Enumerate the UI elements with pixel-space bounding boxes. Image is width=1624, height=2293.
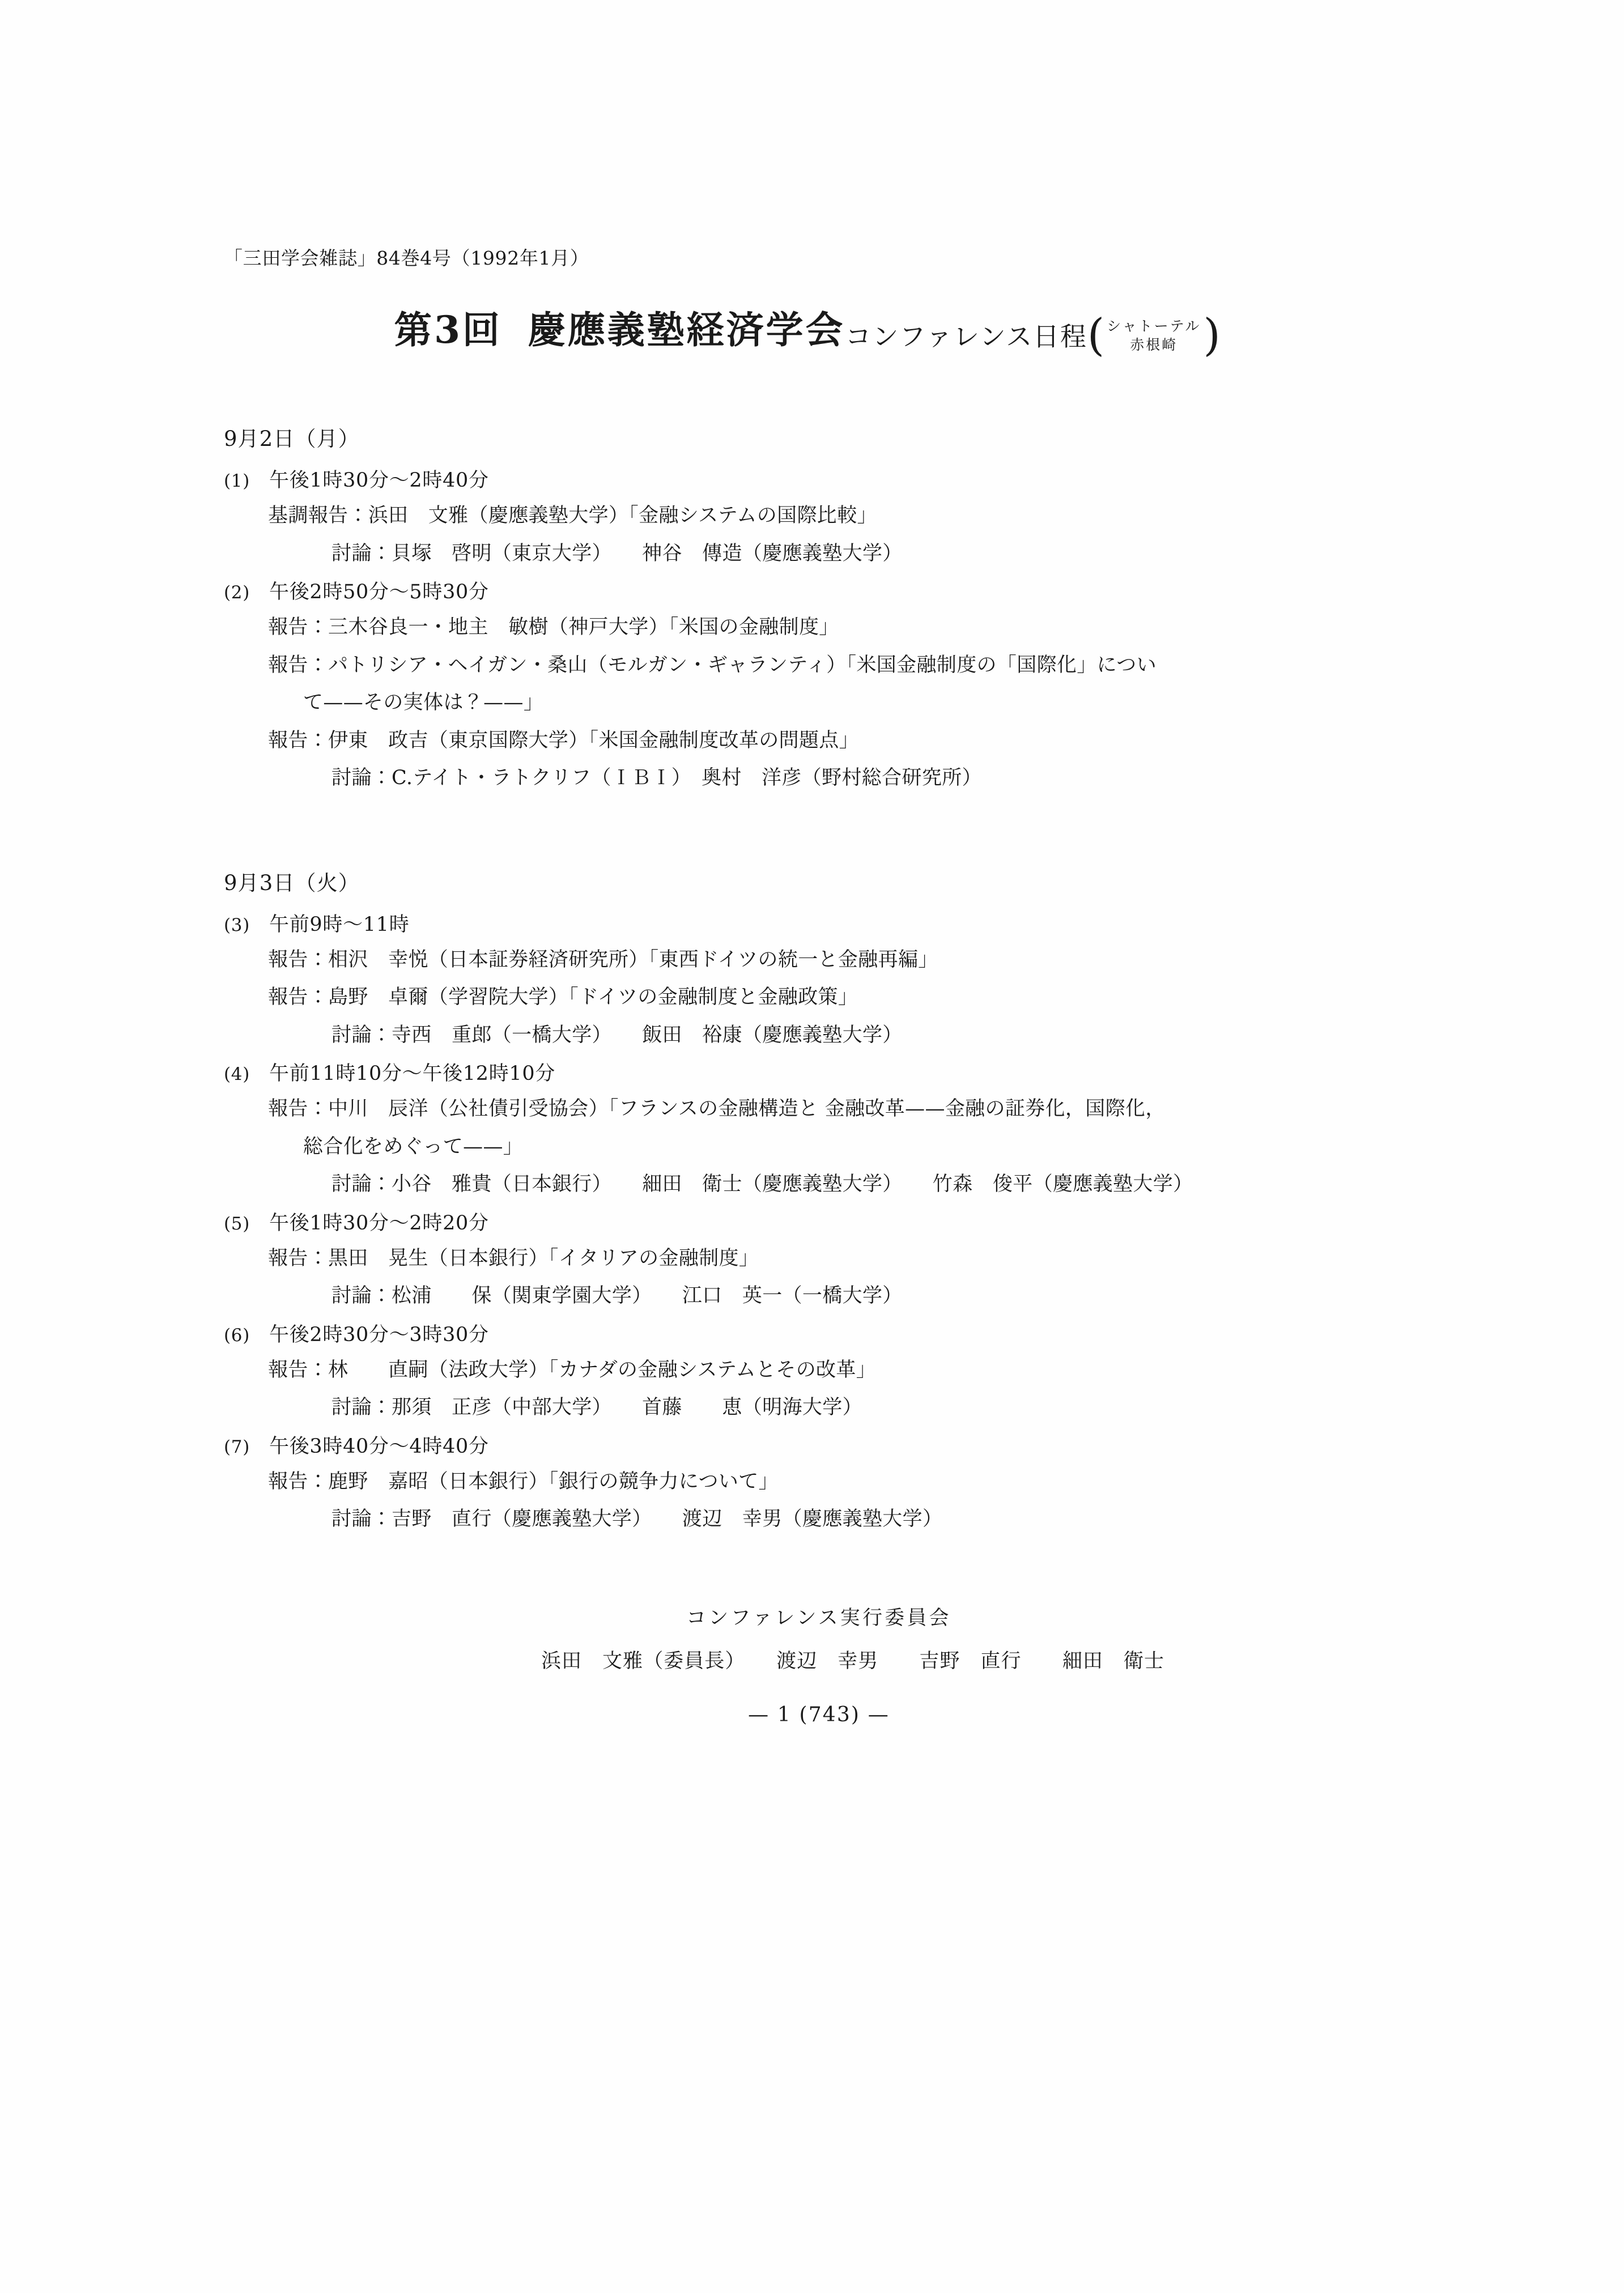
journal-citation: 「三田学会雑誌」84巻4号（1992年1月） <box>224 247 589 269</box>
session-number: (4) <box>224 1064 250 1084</box>
session-time-row <box>224 576 1414 605</box>
session-number: (7) <box>224 1436 250 1457</box>
session-line: 報告：鹿野 嘉昭（日本銀行）「銀行の競争力について」 <box>268 1470 779 1493</box>
session-line: 討論：吉野 直行（慶應義塾大学） 渡辺 幸男（慶應義塾大学） <box>331 1508 943 1530</box>
session-line: 報告：相沢 幸悦（日本証券経済研究所）「東西ドイツの統一と金融再編」 <box>268 948 938 971</box>
session-line: 報告：三木谷良一・地主 敏樹（神戸大学）「米国の金融制度」 <box>268 616 839 639</box>
session-line: 討論：C.テイト・ラトクリフ（ＩＢＩ） 奥村 洋彦（野村総合研究所） <box>331 767 982 789</box>
title-location-group <box>1087 309 1221 361</box>
session-line: 報告：中川 辰洋（公社債引受協会）「フランスの金融構造と 金融改革——金融の証券化，国際化， <box>268 1097 1166 1120</box>
session-line: 討論：貝塚 啓明（東京大学） 神谷 傳造（慶應義塾大学） <box>331 542 903 565</box>
session-block <box>224 576 1414 793</box>
title-prefix: 第3回 <box>394 308 502 352</box>
committee-members: 浜田 文雅（委員長） 渡辺 幸男 吉野 直行 細田 衛士 <box>541 1649 1165 1673</box>
session-line-continuation: て——その実体は？——」 <box>303 691 544 714</box>
session-line: 報告：島野 卓爾（学習院大学）「ドイツの金融制度と金融政策」 <box>268 986 858 1009</box>
session-line: 報告：林 直嗣（法政大学）「カナダの金融システムとその改革」 <box>268 1358 877 1381</box>
document-content <box>224 244 1414 1726</box>
session-time: 午後1時30分〜2時40分 <box>269 469 489 492</box>
session-time: 午後2時30分〜3時30分 <box>269 1323 489 1346</box>
paren-close: ) <box>1203 309 1221 361</box>
session-number: (3) <box>224 914 250 935</box>
session-time-row <box>224 1207 1414 1236</box>
session-line: 討論：那須 正彦（中部大学） 首藤 恵（明海大学） <box>331 1396 862 1419</box>
session-line: 報告：パトリシア・ヘイガン・桑山（モルガン・ギャランティ）「米国金融制度の「国際化」につい <box>268 653 1157 677</box>
title-sub: コンファレンス日程 <box>845 321 1087 352</box>
session-time: 午後1時30分〜2時20分 <box>269 1211 489 1235</box>
committee-label: コンファレンス実行委員会 <box>686 1606 951 1630</box>
day-heading: 9月3日（火） <box>224 870 360 895</box>
session-block <box>224 465 1414 568</box>
session-number: (1) <box>224 471 250 491</box>
session-time-row <box>224 1319 1414 1347</box>
session-block <box>224 1058 1414 1199</box>
session-time: 午後2時50分〜5時30分 <box>269 581 489 603</box>
session-time: 午前11時10分〜午後12時10分 <box>269 1062 556 1085</box>
session-block <box>224 909 1414 1050</box>
session-block <box>224 1431 1414 1534</box>
title-ruby-top: シャトーテル <box>1107 317 1201 334</box>
session-number: (6) <box>224 1325 250 1346</box>
session-number: (2) <box>224 582 250 603</box>
session-time: 午前9時〜11時 <box>269 913 410 936</box>
session-number: (5) <box>224 1213 250 1234</box>
title-main: 慶應義塾経済学会 <box>528 308 845 352</box>
paren-open: ( <box>1087 309 1105 361</box>
session-line: 報告：黒田 晃生（日本銀行）「イタリアの金融制度」 <box>268 1247 759 1270</box>
session-time: 午後3時40分〜4時40分 <box>269 1435 489 1458</box>
session-line: 討論：小谷 雅貴（日本銀行） 細田 衛士（慶應義塾大学） 竹森 俊平（慶應義塾大学） <box>331 1173 1193 1196</box>
session-line: 討論：寺西 重郎（一橋大学） 飯田 裕康（慶應義塾大学） <box>331 1023 903 1046</box>
session-block <box>224 1319 1414 1423</box>
page-number: — 1 (743) — <box>748 1703 890 1726</box>
page-title <box>201 300 1414 361</box>
session-time-row <box>224 909 1414 937</box>
day-heading: 9月2日（月） <box>224 427 360 451</box>
session-line: 報告：伊東 政吉（東京国際大学）「米国金融制度改革の問題点」 <box>268 729 860 752</box>
session-line: 討論：松浦 保（関東学園大学） 江口 英一（一橋大学） <box>331 1284 903 1307</box>
session-block <box>224 1207 1414 1311</box>
session-line: 基調報告：浜田 文雅（慶應義塾大学）「金融システムの国際比較」 <box>268 504 877 527</box>
session-time-row <box>224 1431 1414 1459</box>
session-time-row <box>224 465 1414 493</box>
session-time-row <box>224 1058 1414 1086</box>
session-line-continuation: 総合化をめぐって——」 <box>303 1135 524 1158</box>
title-ruby-bottom: 赤根崎 <box>1130 336 1178 353</box>
